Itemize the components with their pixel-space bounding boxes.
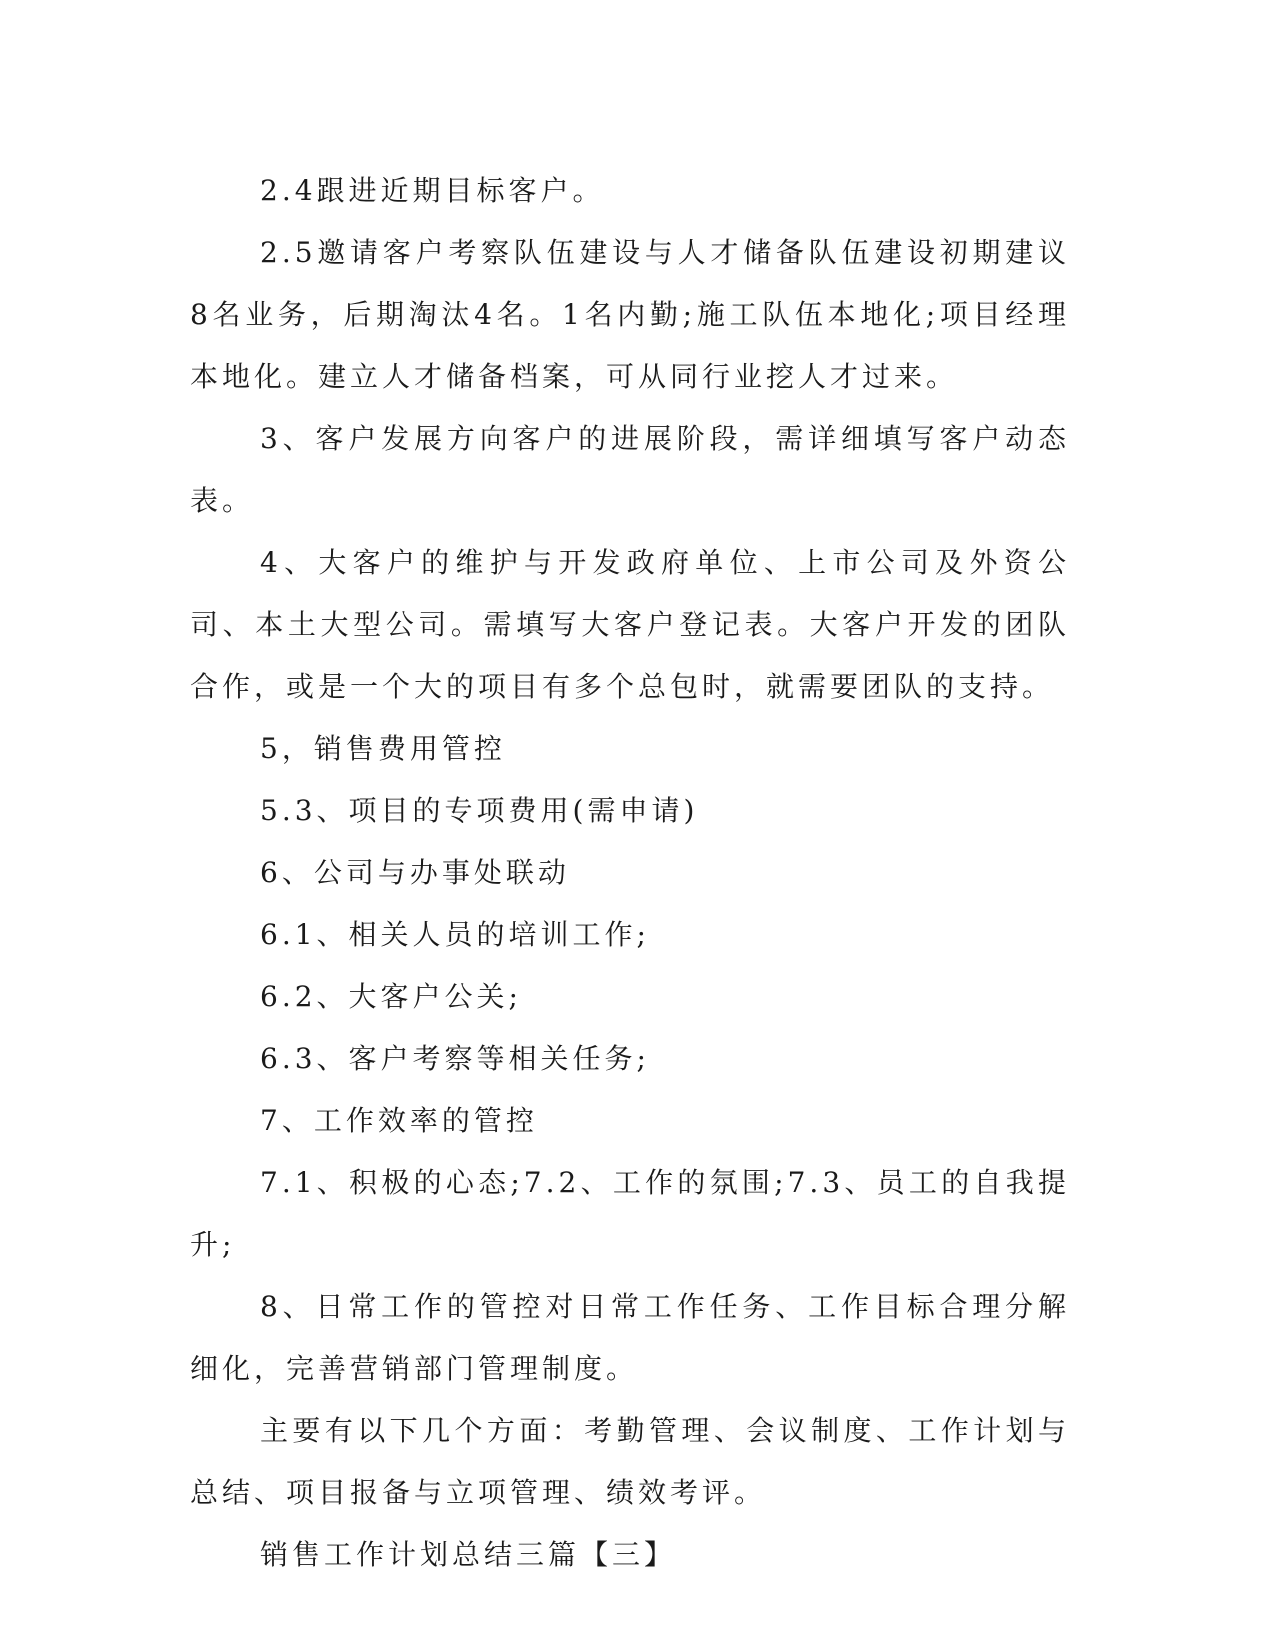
paragraph-3: 3、客户发展方向客户的进展阶段，需详细填写客户动态表。 [190,422,1070,517]
section-heading: 销售工作计划总结三篇【三】 [260,1538,677,1571]
paragraph-5: 5，销售费用管控 [260,732,506,765]
paragraph-7: 7、工作效率的管控 [260,1104,538,1137]
paragraph-5-3: 5.3、项目的专项费用(需申请) [260,794,699,827]
paragraph-6-2: 6.2、大客户公关; [260,980,522,1013]
paragraph-4: 4、大客户的维护与开发政府单位、上市公司及外资公司、本土大型公司。需填写大客户登记表。大客户开发的团队合作，或是一个大的项目有多个总包时，就需要团队的支持。 [190,546,1070,703]
paragraph-7-1: 7.1、积极的心态;7.2、工作的氛围;7.3、员工的自我提升; [190,1166,1070,1261]
document-body [190,160,1070,1586]
paragraph-6-3: 6.3、客户考察等相关任务; [260,1042,650,1075]
paragraph-2-5: 2.5邀请客户考察队伍建设与人才储备队伍建设初期建议8名业务，后期淘汰4名。1名内勤;施工队伍本地化;项目经理本地化。建立人才储备档案，可从同行业挖人才过来。 [190,236,1070,393]
paragraph-8: 8、日常工作的管控对日常工作任务、工作目标合理分解细化，完善营销部门管理制度。 [190,1290,1070,1385]
paragraph-2-4: 2.4跟进近期目标客户。 [260,174,605,207]
paragraph-6-1: 6.1、相关人员的培训工作; [260,918,650,951]
paragraph-6: 6、公司与办事处联动 [260,856,570,889]
paragraph-main-aspects: 主要有以下几个方面：考勤管理、会议制度、工作计划与总结、项目报备与立项管理、绩效考评。 [190,1414,1070,1509]
